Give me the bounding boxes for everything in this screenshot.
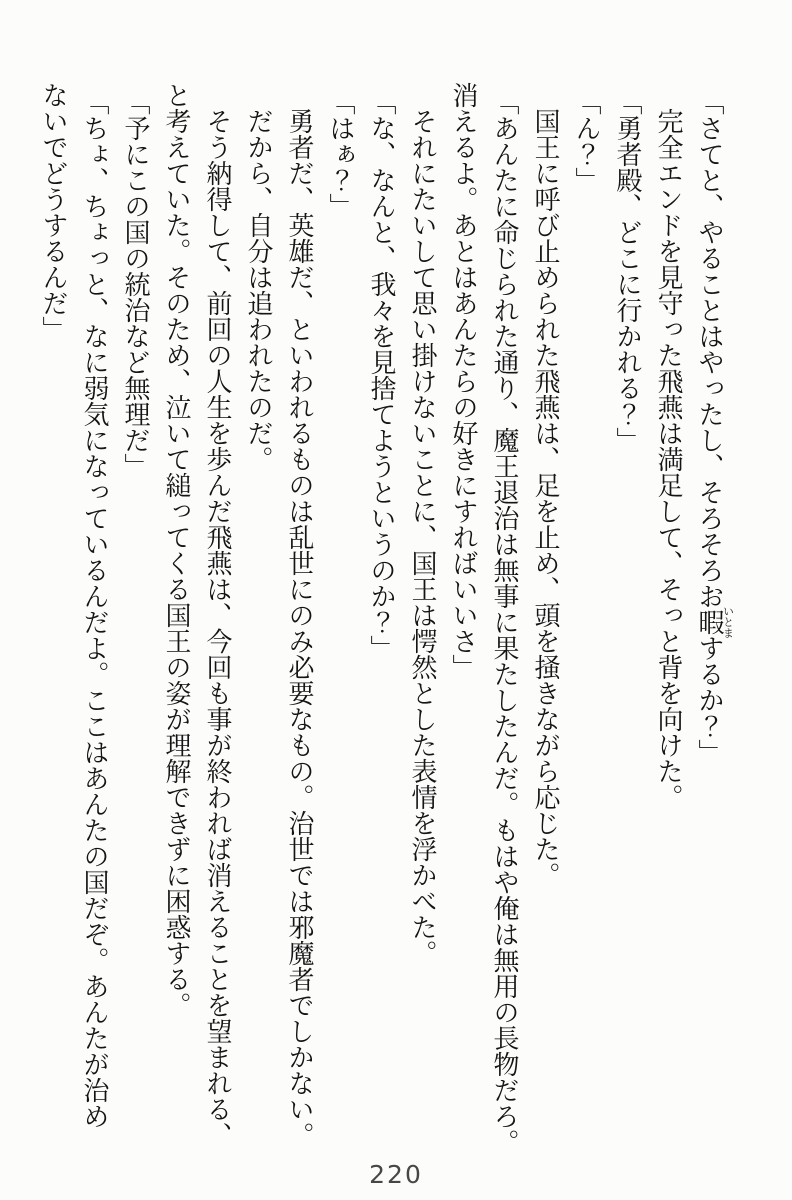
- text-line: [360, 82, 401, 1150]
- page-number: 220: [369, 1160, 423, 1189]
- text-run: 勇者だ、英雄だ、といわれるものは乱世にのみ必要なもの。治世では邪魔者でしかない。: [284, 108, 314, 1148]
- text-run: 「予にこの国の統治など無理だ」: [120, 89, 150, 479]
- text-line: [442, 82, 483, 1150]
- text-line: [565, 82, 606, 1150]
- text-run: するか？」: [694, 635, 724, 765]
- text-run: 「はぁ？」: [325, 89, 355, 219]
- text-run: ないでどうするんだ」: [38, 82, 68, 342]
- text-line: [73, 82, 114, 1150]
- text-line: [401, 82, 442, 1150]
- text-line: [237, 82, 278, 1150]
- text-line: [524, 82, 565, 1150]
- text-run: 国王に呼び止められた飛燕は、足を止め、頭を掻きながら応じた。: [530, 108, 560, 888]
- text-run: 「勇者殿、どこに行かれる？」: [612, 89, 642, 453]
- text-line: [114, 82, 155, 1150]
- text-run: と考えていた。そのため、泣いて縋ってくる国王の姿が理解できずに困惑する。: [161, 82, 191, 1018]
- text-line: [196, 82, 237, 1150]
- text-line: [647, 82, 688, 1150]
- text-run: そう納得して、前回の人生を歩んだ飛燕は、今回も事が終われば消えることを望まれる、: [202, 108, 232, 1148]
- furigana-ruby: 暇いとま: [694, 605, 735, 639]
- text-run: 完全エンドを見守った飛燕は満足して、そっと背を向けた。: [653, 108, 683, 810]
- text-run: 「ん？」: [571, 89, 601, 193]
- text-line: [278, 82, 319, 1150]
- text-run: 「な、なんと、我々を見捨てようというのか？」: [366, 89, 396, 661]
- text-run: 「あんたに命じられた通り、魔王退治は無事に果たしたんだ。もはや俺は無用の長物だろ。: [489, 89, 519, 1155]
- text-line: [155, 82, 196, 1150]
- text-line: [32, 82, 73, 1150]
- vertical-text-block: [32, 82, 735, 1155]
- furigana-text: いとま: [721, 605, 735, 639]
- text-line: [688, 82, 734, 1150]
- text-line: [606, 82, 647, 1150]
- text-run: 「さてと、やることはやったし、そろそろお: [694, 89, 724, 609]
- text-run: それにたいして思い掛けないことに、国王は愕然とした表情を浮かべた。: [407, 108, 437, 966]
- text-line: [483, 82, 524, 1155]
- text-run: 「ちょ、ちょっと、なに弱気になっているんだよ。ここはあんたの国だぞ。あんたが治め: [79, 89, 109, 1129]
- text-run: 消えるよ。あとはあんたらの好きにすればいいさ」: [448, 82, 478, 680]
- text-run: だから、自分は追われたのだ。: [243, 108, 273, 472]
- text-line: [319, 82, 360, 1150]
